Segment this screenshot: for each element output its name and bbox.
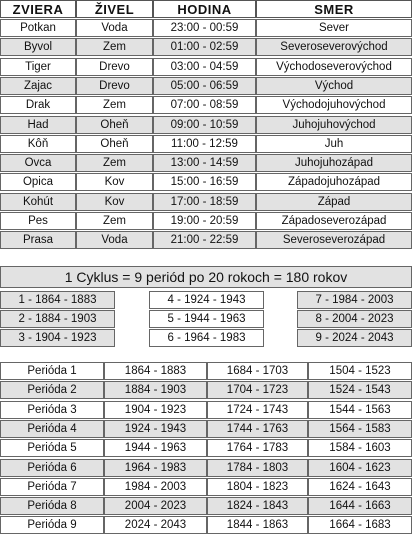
zodiac-cell-hour: 15:00 - 16:59 xyxy=(153,173,256,191)
period-cell-years-b: 1744 - 1763 xyxy=(207,420,308,438)
header-zviera: ZVIERA xyxy=(0,0,76,18)
zodiac-cell-hour: 11:00 - 12:59 xyxy=(153,135,256,153)
period-row xyxy=(0,497,412,515)
period-cell-years-c: 1664 - 1683 xyxy=(308,516,412,534)
zodiac-cell-direction: Východoseverovýchod xyxy=(256,58,412,76)
header-zivel: ŽIVEL xyxy=(76,0,153,18)
zodiac-cell-animal: Drak xyxy=(0,96,76,114)
zodiac-cell-element: Zem xyxy=(76,154,153,172)
cycle-period-item: 1 - 1864 - 1883 xyxy=(0,291,115,309)
zodiac-cell-animal: Kôň xyxy=(0,135,76,153)
period-cell-years-c: 1604 - 1623 xyxy=(308,459,412,477)
zodiac-cell-direction: Východojuhovýchod xyxy=(256,96,412,114)
period-row xyxy=(0,439,412,457)
zodiac-row xyxy=(0,231,412,249)
period-cell-years-c: 1644 - 1663 xyxy=(308,497,412,515)
period-cell-years-b: 1684 - 1703 xyxy=(207,362,308,380)
header-hodina: HODINA xyxy=(153,0,256,18)
period-cell-years-b: 1724 - 1743 xyxy=(207,401,308,419)
header-smer: SMER xyxy=(256,0,412,18)
zodiac-row xyxy=(0,58,412,76)
zodiac-cell-hour: 23:00 - 00:59 xyxy=(153,19,256,37)
zodiac-cell-direction: Východ xyxy=(256,77,412,95)
period-cell-years-b: 1844 - 1863 xyxy=(207,516,308,534)
zodiac-cell-element: Voda xyxy=(76,19,153,37)
period-row xyxy=(0,478,412,496)
period-cell-years-c: 1584 - 1603 xyxy=(308,439,412,457)
period-cell-years-b: 1824 - 1843 xyxy=(207,497,308,515)
period-cell-period-name: Perióda 6 xyxy=(0,459,104,477)
period-cell-years-c: 1564 - 1583 xyxy=(308,420,412,438)
period-cell-years-a: 2024 - 2043 xyxy=(104,516,207,534)
cycle-period-item: 8 - 2004 - 2023 xyxy=(297,310,412,328)
zodiac-cell-direction: Juhojuhozápad xyxy=(256,154,412,172)
cycle-period-item: 4 - 1924 - 1943 xyxy=(149,291,264,309)
zodiac-cell-direction: Sever xyxy=(256,19,412,37)
cycle-period-item: 3 - 1904 - 1923 xyxy=(0,329,115,347)
period-cell-years-c: 1504 - 1523 xyxy=(308,362,412,380)
period-row xyxy=(0,516,412,534)
cycle-period-item: 5 - 1944 - 1963 xyxy=(149,310,264,328)
zodiac-cell-hour: 07:00 - 08:59 xyxy=(153,96,256,114)
period-cell-period-name: Perióda 9 xyxy=(0,516,104,534)
zodiac-cell-animal: Pes xyxy=(0,212,76,230)
zodiac-cell-animal: Had xyxy=(0,116,76,134)
period-cell-period-name: Perióda 7 xyxy=(0,478,104,496)
zodiac-cell-direction: Juh xyxy=(256,135,412,153)
period-cell-years-a: 1964 - 1983 xyxy=(104,459,207,477)
cycle-period-item: 9 - 2024 - 2043 xyxy=(297,329,412,347)
zodiac-cell-direction: Západoseverozápad xyxy=(256,212,412,230)
zodiac-cell-direction: Západ xyxy=(256,193,412,211)
zodiac-row xyxy=(0,38,412,56)
cycle-period-item: 6 - 1964 - 1983 xyxy=(149,329,264,347)
zodiac-cell-element: Kov xyxy=(76,193,153,211)
zodiac-row xyxy=(0,212,412,230)
zodiac-row xyxy=(0,135,412,153)
zodiac-cell-animal: Prasa xyxy=(0,231,76,249)
zodiac-cell-direction: Západojuhozápad xyxy=(256,173,412,191)
cycle-period-item: 2 - 1884 - 1903 xyxy=(0,310,115,328)
zodiac-cell-animal: Opica xyxy=(0,173,76,191)
period-cell-years-a: 1944 - 1963 xyxy=(104,439,207,457)
zodiac-cell-direction: Severoseverovýchod xyxy=(256,38,412,56)
zodiac-cell-element: Drevo xyxy=(76,58,153,76)
zodiac-row xyxy=(0,173,412,191)
zodiac-cell-element: Drevo xyxy=(76,77,153,95)
period-cell-years-a: 1884 - 1903 xyxy=(104,381,207,399)
zodiac-row xyxy=(0,19,412,37)
period-cell-period-name: Perióda 5 xyxy=(0,439,104,457)
zodiac-row xyxy=(0,77,412,95)
period-row xyxy=(0,381,412,399)
period-cell-period-name: Perióda 8 xyxy=(0,497,104,515)
zodiac-cell-element: Oheň xyxy=(76,135,153,153)
zodiac-cell-element: Oheň xyxy=(76,116,153,134)
zodiac-cell-hour: 19:00 - 20:59 xyxy=(153,212,256,230)
zodiac-cell-hour: 05:00 - 06:59 xyxy=(153,77,256,95)
period-cell-years-b: 1804 - 1823 xyxy=(207,478,308,496)
zodiac-cell-hour: 01:00 - 02:59 xyxy=(153,38,256,56)
zodiac-row xyxy=(0,154,412,172)
period-cell-period-name: Perióda 2 xyxy=(0,381,104,399)
cycle-period-item: 7 - 1984 - 2003 xyxy=(297,291,412,309)
period-cell-years-c: 1624 - 1643 xyxy=(308,478,412,496)
zodiac-row xyxy=(0,96,412,114)
zodiac-cell-animal: Byvol xyxy=(0,38,76,56)
period-cell-period-name: Perióda 3 xyxy=(0,401,104,419)
zodiac-cell-element: Kov xyxy=(76,173,153,191)
zodiac-cell-element: Voda xyxy=(76,231,153,249)
zodiac-cell-element: Zem xyxy=(76,212,153,230)
period-cell-years-a: 1984 - 2003 xyxy=(104,478,207,496)
period-row xyxy=(0,401,412,419)
period-row xyxy=(0,420,412,438)
zodiac-cell-hour: 09:00 - 10:59 xyxy=(153,116,256,134)
period-cell-years-a: 2004 - 2023 xyxy=(104,497,207,515)
period-cell-years-a: 1904 - 1923 xyxy=(104,401,207,419)
period-cell-years-b: 1784 - 1803 xyxy=(207,459,308,477)
zodiac-cell-direction: Severoseverozápad xyxy=(256,231,412,249)
zodiac-cell-animal: Zajac xyxy=(0,77,76,95)
period-cell-years-a: 1864 - 1883 xyxy=(104,362,207,380)
period-cell-years-c: 1524 - 1543 xyxy=(308,381,412,399)
period-cell-years-b: 1764 - 1783 xyxy=(207,439,308,457)
zodiac-cell-hour: 13:00 - 14:59 xyxy=(153,154,256,172)
zodiac-cell-hour: 17:00 - 18:59 xyxy=(153,193,256,211)
period-cell-period-name: Perióda 1 xyxy=(0,362,104,380)
zodiac-cell-animal: Potkan xyxy=(0,19,76,37)
cycle-title: 1 Cyklus = 9 periód po 20 rokoch = 180 rokov xyxy=(0,266,412,288)
zodiac-row xyxy=(0,116,412,134)
zodiac-cell-animal: Tiger xyxy=(0,58,76,76)
period-row xyxy=(0,362,412,380)
zodiac-cell-hour: 21:00 - 22:59 xyxy=(153,231,256,249)
period-cell-years-c: 1544 - 1563 xyxy=(308,401,412,419)
period-cell-years-a: 1924 - 1943 xyxy=(104,420,207,438)
zodiac-cell-animal: Ovca xyxy=(0,154,76,172)
zodiac-row xyxy=(0,193,412,211)
period-cell-period-name: Perióda 4 xyxy=(0,420,104,438)
zodiac-cell-direction: Juhojuhovýchod xyxy=(256,116,412,134)
zodiac-cell-element: Zem xyxy=(76,96,153,114)
zodiac-cell-element: Zem xyxy=(76,38,153,56)
zodiac-cell-hour: 03:00 - 04:59 xyxy=(153,58,256,76)
period-cell-years-b: 1704 - 1723 xyxy=(207,381,308,399)
zodiac-cell-animal: Kohút xyxy=(0,193,76,211)
period-row xyxy=(0,459,412,477)
